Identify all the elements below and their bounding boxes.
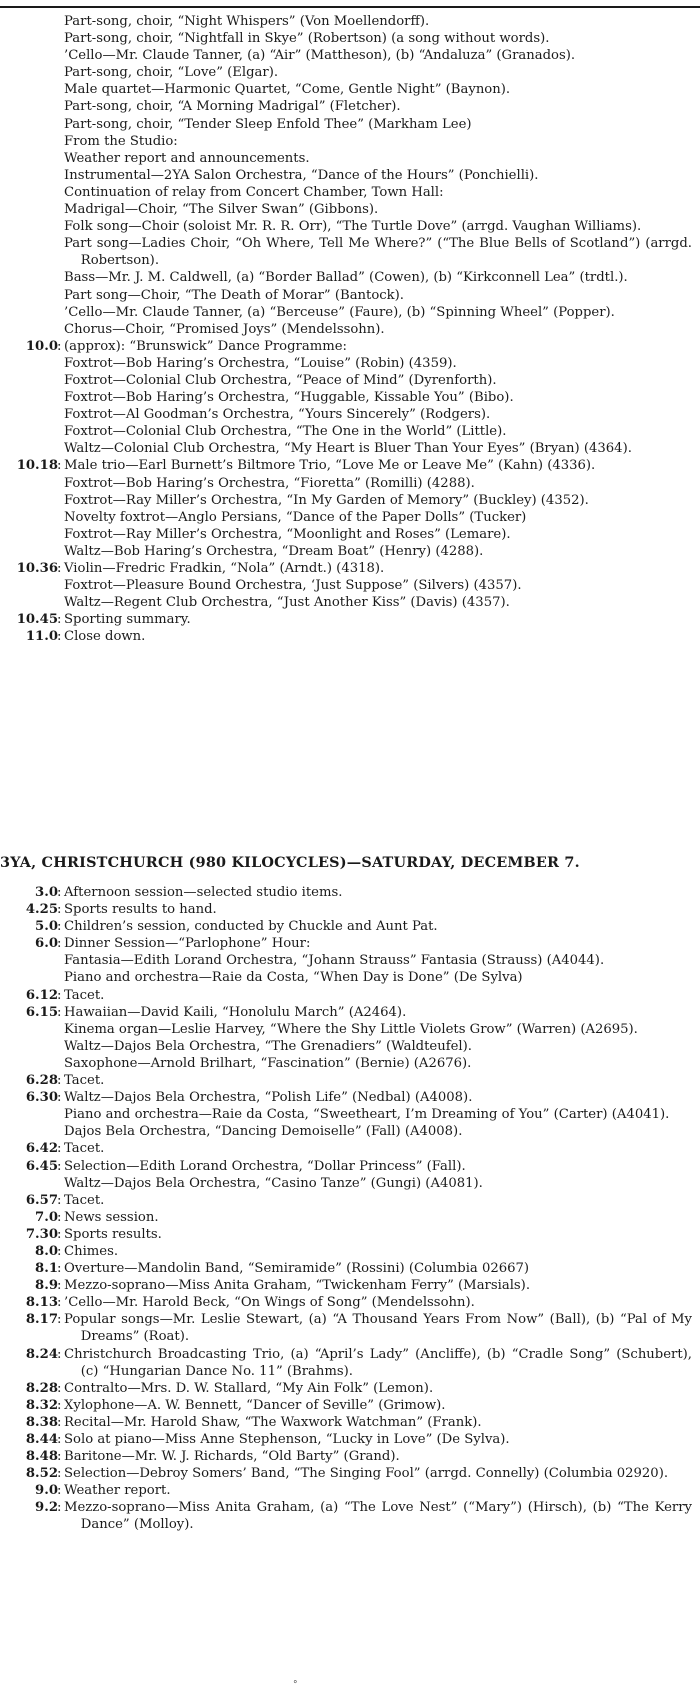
entry-time: 10.0: [25, 338, 58, 354]
entry-time: 8.9: [35, 1278, 58, 1294]
entry-text: ’Cello—Mr. Harold Beck, “On Wings of Song” (Mendelssohn).: [64, 1295, 475, 1311]
program-entry: [8, 492, 692, 509]
program-entry: [8, 1089, 692, 1106]
program-entry: [8, 1465, 692, 1482]
program-entry: [8, 1294, 692, 1311]
entry-time: 8.32: [25, 1397, 58, 1413]
program-entry: [8, 901, 692, 918]
time-separator: :: [57, 919, 62, 935]
entry-time: 6.12: [25, 987, 58, 1003]
program-entry: [8, 269, 692, 286]
entry-time: 7.0: [35, 1209, 58, 1225]
entry-time: 6.30: [25, 1090, 58, 1106]
program-entry: [8, 1311, 692, 1345]
program-section-3ya: [8, 884, 692, 1534]
entry-text: Overture—Mandolin Band, “Semiramide” (Rossini) (Columbia 02667): [64, 1261, 530, 1277]
entry-text: News session.: [64, 1209, 159, 1225]
program-entry: [8, 1055, 692, 1072]
program-entry: [8, 457, 692, 474]
program-entry: [8, 440, 692, 457]
entry-text: Violin—Fredric Fradkin, “Nola” (Arndt.) (4318).: [64, 561, 385, 576]
time-separator: :: [57, 1432, 62, 1447]
entry-time: 8.17: [25, 1312, 58, 1328]
entry-text: Sporting summary.: [64, 612, 191, 628]
entry-text: Part-song, choir, “Nightfall in Skye” (Robertson) (a song without words).: [64, 31, 550, 47]
program-entry: [8, 133, 692, 150]
entry-time: 8.28: [25, 1380, 58, 1396]
entry-text: Hawaiian—David Kaili, “Honolulu March” (A2464).: [64, 1004, 407, 1020]
program-entry: [8, 116, 692, 133]
entry-text: Part-song, choir, “A Morning Madrigal” (Fletcher).: [64, 99, 401, 115]
time-separator: :: [57, 458, 62, 474]
entry-text: Foxtrot—Colonial Club Orchestra, “The One in the World” (Little).: [64, 424, 507, 440]
entry-text: Waltz—Regent Club Orchestra, “Just Another Kiss” (Davis) (4357).: [64, 595, 510, 611]
program-entry: [8, 1431, 692, 1448]
entry-text: Sports results.: [64, 1226, 162, 1242]
entry-text: Solo at piano—Miss Anne Stephenson, “Lucky in Love” (De Sylva).: [64, 1432, 510, 1447]
program-entry: [8, 235, 692, 269]
program-entry: [8, 98, 692, 115]
program-entry: [8, 1380, 692, 1397]
program-entry: [8, 1192, 692, 1209]
entry-text: Tacet.: [64, 1073, 105, 1089]
program-entry: [8, 611, 692, 628]
program-entry: [8, 526, 692, 543]
entry-time: 6.28: [25, 1073, 58, 1089]
entry-text: Mezzo-soprano—Miss Anita Graham, “Twickenham Ferry” (Marsials).: [64, 1278, 531, 1294]
entry-time: 11.0: [25, 629, 58, 645]
program-entry: [8, 1448, 692, 1465]
entry-text: Mezzo-soprano—Miss Anita Graham, (a) “The Love Nest” (“Mary”) (Hirsch), (b) “The Kerry Dance” (Molloy).: [64, 1500, 692, 1533]
top-rule: [0, 6, 700, 8]
program-entry: [8, 918, 692, 935]
entry-time: 6.45: [25, 1158, 58, 1174]
entry-text: Waltz—Dajos Bela Orchestra, “Casino Tanze” (Gungi) (A4081).: [64, 1175, 483, 1191]
time-separator: :: [57, 902, 62, 918]
entry-text: Part-song, choir, “Love” (Elgar).: [64, 65, 279, 81]
entry-text: Waltz—Dajos Bela Orchestra, “Polish Life” (Nedbal) (A4008).: [64, 1090, 473, 1106]
entry-text: Madrigal—Choir, “The Silver Swan” (Gibbons).: [64, 202, 379, 218]
entry-text: Novelty foxtrot—Anglo Persians, “Dance of the Paper Dolls” (Tucker): [64, 509, 527, 525]
program-entry: [8, 1106, 692, 1123]
entry-text: Weather report.: [64, 1483, 171, 1499]
program-entry: [8, 1072, 692, 1089]
time-separator: :: [57, 1090, 62, 1106]
entry-time: 8.1: [35, 1261, 58, 1277]
entry-text: Waltz—Dajos Bela Orchestra, “The Grenadiers” (Waldteufel).: [64, 1038, 472, 1054]
time-separator: :: [57, 1466, 62, 1482]
entry-text: Foxtrot—Colonial Club Orchestra, “Peace of Mind” (Dyrenforth).: [64, 372, 497, 388]
entry-text: Part-song, choir, “Night Whispers” (Von Moellendorff).: [64, 14, 430, 29]
program-entry: [8, 628, 692, 645]
entry-time: 8.24: [25, 1346, 58, 1362]
entry-text: ’Cello—Mr. Claude Tanner, (a) “Air” (Mattheson), (b) “Andaluza” (Granados).: [64, 48, 576, 64]
program-entry: [8, 150, 692, 167]
entry-text: Part song—Ladies Choir, “Oh Where, Tell Me Where?” (“The Blue Bells of Scotland”) (arrgd. Robertson).: [64, 236, 692, 269]
entry-text: Chorus—Choir, “Promised Joys” (Mendelssohn).: [64, 321, 385, 337]
program-entry: [8, 509, 692, 526]
time-separator: :: [57, 1414, 62, 1430]
program-entry: [8, 1414, 692, 1431]
program-entry: [8, 30, 692, 47]
page-mark: °: [293, 1680, 298, 1690]
entry-text: Selection—Edith Lorand Orchestra, “Dollar Princess” (Fall).: [64, 1158, 466, 1174]
program-entry: [8, 355, 692, 372]
program-entry: [8, 1346, 692, 1380]
entry-text: Instrumental—2YA Salon Orchestra, “Dance of the Hours” (Ponchielli).: [64, 167, 539, 183]
entry-time: 8.38: [25, 1414, 58, 1430]
time-separator: :: [57, 1278, 62, 1294]
entry-text: Tacet.: [64, 1192, 105, 1208]
entry-text: Saxophone—Arnold Brilhart, “Fascination” (Bernie) (A2676).: [64, 1055, 472, 1071]
time-separator: :: [57, 1141, 62, 1157]
entry-time: 6.42: [25, 1141, 58, 1157]
entry-text: Children’s session, conducted by Chuckle and Aunt Pat.: [64, 919, 438, 935]
entry-time: 8.13: [25, 1295, 58, 1311]
time-separator: :: [57, 561, 62, 576]
entry-text: ’Cello—Mr. Claude Tanner, (a) “Berceuse” (Faure), (b) “Spinning Wheel” (Popper).: [64, 304, 615, 320]
program-entry: [8, 389, 692, 406]
program-entry: [8, 1499, 692, 1533]
entry-text: Foxtrot—Bob Haring’s Orchestra, “Huggable, Kissable You” (Bibo).: [64, 390, 514, 406]
entry-time: 7.30: [25, 1226, 58, 1242]
entry-text: Foxtrot—Ray Miller’s Orchestra, “In My Garden of Memory” (Buckley) (4352).: [64, 492, 589, 508]
entry-text: Chimes.: [64, 1243, 119, 1259]
program-entry: [8, 81, 692, 98]
entry-time: 8.0: [35, 1243, 58, 1259]
program-entry: [8, 1209, 692, 1226]
entry-text: Foxtrot—Al Goodman’s Orchestra, “Yours Sincerely” (Rodgers).: [64, 407, 491, 423]
program-entry: [8, 1004, 692, 1021]
entry-text: Part song—Choir, “The Death of Morar” (Bantock).: [64, 287, 405, 303]
program-section-continuation: [8, 13, 692, 645]
time-separator: :: [57, 1004, 62, 1020]
program-entry: [8, 1021, 692, 1038]
program-entry: [8, 304, 692, 321]
time-separator: :: [57, 936, 62, 952]
time-separator: :: [57, 612, 62, 628]
entry-text: Tacet.: [64, 1141, 105, 1157]
time-separator: :: [57, 1397, 62, 1413]
time-separator: :: [57, 629, 62, 645]
entry-text: Male quartet—Harmonic Quartet, “Come, Gentle Night” (Baynon).: [64, 82, 511, 98]
time-separator: :: [57, 1073, 62, 1089]
entry-text: Fantasia—Edith Lorand Orchestra, “Johann Strauss” Fantasia (Strauss) (A4044).: [64, 953, 605, 969]
entry-time: 10.18: [16, 458, 58, 474]
entry-text: Recital—Mr. Harold Shaw, “The Waxwork Watchman” (Frank).: [64, 1414, 482, 1430]
entry-text: Afternoon session—selected studio items.: [64, 885, 343, 900]
program-entry: [8, 1038, 692, 1055]
entry-text: Folk song—Choir (soloist Mr. R. R. Orr), “The Turtle Dove” (arrgd. Vaughan Williams).: [64, 219, 642, 235]
entry-text: Piano and orchestra—Raie da Costa, “Sweetheart, I’m Dreaming of You” (Carter) (A4041).: [64, 1107, 670, 1123]
time-separator: :: [57, 1158, 62, 1174]
entry-text: Sports results to hand.: [64, 902, 217, 918]
program-entry: [8, 1243, 692, 1260]
entry-text: Selection—Debroy Somers’ Band, “The Singing Fool” (arrgd. Connelly) (Columbia 02920).: [64, 1466, 669, 1482]
program-entry: [8, 952, 692, 969]
entry-time: 5.0: [35, 919, 58, 935]
program-entry: [8, 64, 692, 81]
entry-text: Foxtrot—Bob Haring’s Orchestra, “Fioretta” (Romilli) (4288).: [64, 475, 475, 491]
entry-text: (approx): “Brunswick” Dance Programme:: [64, 338, 347, 354]
entry-text: Dinner Session—“Parlophone” Hour:: [64, 936, 311, 952]
station-heading: 3YA, CHRISTCHURCH (980 KILOCYCLES)—SATURDAY, DECEMBER 7.: [0, 854, 580, 871]
entry-text: Foxtrot—Bob Haring’s Orchestra, “Louise” (Robin) (4359).: [64, 355, 457, 371]
program-entry: [8, 543, 692, 560]
time-separator: :: [57, 1449, 62, 1465]
program-entry: [8, 1140, 692, 1157]
time-separator: :: [57, 1346, 62, 1362]
program-entry: [8, 201, 692, 218]
entry-text: Waltz—Colonial Club Orchestra, “My Heart is Bluer Than Your Eyes” (Bryan) (4364).: [64, 441, 632, 457]
time-separator: :: [57, 1312, 62, 1328]
time-separator: :: [57, 987, 62, 1003]
program-entry: [8, 935, 692, 952]
entry-text: Weather report and announcements.: [64, 150, 310, 166]
entry-text: Tacet.: [64, 987, 105, 1003]
entry-text: Close down.: [64, 629, 146, 645]
entry-text: Contralto—Mrs. D. W. Stallard, “My Ain Folk” (Lemon).: [64, 1380, 434, 1396]
program-entry: [8, 1175, 692, 1192]
entry-text: Male trio—Earl Burnett’s Biltmore Trio, “Love Me or Leave Me” (Kahn) (4336).: [64, 458, 596, 474]
program-entry: [8, 13, 692, 30]
program-entry: [8, 167, 692, 184]
entry-time: 6.57: [25, 1192, 58, 1208]
program-entry: [8, 338, 692, 355]
entry-text: Piano and orchestra—Raie da Costa, “When Day is Done” (De Sylva): [64, 970, 523, 986]
program-entry: [8, 287, 692, 304]
time-separator: :: [57, 1500, 62, 1516]
entry-text: Popular songs—Mr. Leslie Stewart, (a) “A Thousand Years From Now” (Ball), (b) “Pal of My Dreams” (Roat).: [64, 1312, 692, 1345]
program-entry: [8, 1482, 692, 1499]
entry-time: 8.52: [25, 1466, 58, 1482]
entry-time: 8.44: [25, 1432, 58, 1447]
program-entry: [8, 184, 692, 201]
entry-text: Bass—Mr. J. M. Caldwell, (a) “Border Ballad” (Cowen), (b) “Kirkconnell Lea” (trdtl.).: [64, 270, 628, 286]
program-entry: [8, 969, 692, 986]
time-separator: :: [57, 885, 62, 900]
program-entry: [8, 423, 692, 440]
program-entry: [8, 1397, 692, 1414]
program-entry: [8, 218, 692, 235]
entry-time: 4.25: [25, 902, 58, 918]
time-separator: :: [57, 1226, 62, 1242]
program-entry: [8, 1123, 692, 1140]
program-entry: [8, 47, 692, 64]
entry-text: Baritone—Mr. W. J. Richards, “Old Barty” (Grand).: [64, 1449, 400, 1465]
entry-text: Waltz—Bob Haring’s Orchestra, “Dream Boat” (Henry) (4288).: [64, 543, 484, 559]
entry-text: Continuation of relay from Concert Chamber, Town Hall:: [64, 184, 444, 200]
time-separator: :: [57, 338, 62, 354]
entry-time: 8.48: [25, 1449, 58, 1465]
entry-time: 10.36: [16, 561, 58, 576]
time-separator: :: [57, 1261, 62, 1277]
program-entry: [8, 987, 692, 1004]
program-entry: [8, 321, 692, 338]
program-entry: [8, 475, 692, 492]
entry-time: 6.15: [25, 1004, 58, 1020]
entry-text: Foxtrot—Ray Miller’s Orchestra, “Moonlight and Roses” (Lemare).: [64, 526, 511, 542]
time-separator: :: [57, 1192, 62, 1208]
program-entry: [8, 560, 692, 577]
program-entry: [8, 884, 692, 901]
program-entry: [8, 372, 692, 389]
time-separator: :: [57, 1295, 62, 1311]
entry-text: From the Studio:: [64, 133, 178, 149]
program-entry: [8, 1277, 692, 1294]
time-separator: :: [57, 1243, 62, 1259]
time-separator: :: [57, 1483, 62, 1499]
program-entry: [8, 594, 692, 611]
program-entry: [8, 1260, 692, 1277]
time-separator: :: [57, 1209, 62, 1225]
program-entry: [8, 1226, 692, 1243]
entry-text: Christchurch Broadcasting Trio, (a) “April’s Lady” (Ancliffe), (b) “Cradle Song” (Schubert), (c) “Hungarian Dance No. 11” (Brahms).: [64, 1346, 692, 1379]
time-separator: :: [57, 1380, 62, 1396]
program-entry: [8, 1158, 692, 1175]
entry-time: 10.45: [16, 612, 58, 628]
entry-time: 9.2: [35, 1500, 58, 1516]
program-entry: [8, 406, 692, 423]
entry-time: 9.0: [35, 1483, 58, 1499]
entry-time: 3.0: [35, 885, 58, 900]
entry-text: Part-song, choir, “Tender Sleep Enfold Thee” (Markham Lee): [64, 116, 472, 132]
program-entry: [8, 577, 692, 594]
entry-text: Dajos Bela Orchestra, “Dancing Demoiselle” (Fall) (A4008).: [64, 1124, 463, 1140]
entry-text: Foxtrot—Pleasure Bound Orchestra, ‘Just Suppose” (Silvers) (4357).: [64, 578, 522, 594]
entry-time: 6.0: [35, 936, 58, 952]
entry-text: Xylophone—A. W. Bennett, “Dancer of Seville” (Grimow).: [64, 1397, 446, 1413]
entry-text: Kinema organ—Leslie Harvey, “Where the Shy Little Violets Grow” (Warren) (A2695).: [64, 1021, 638, 1037]
